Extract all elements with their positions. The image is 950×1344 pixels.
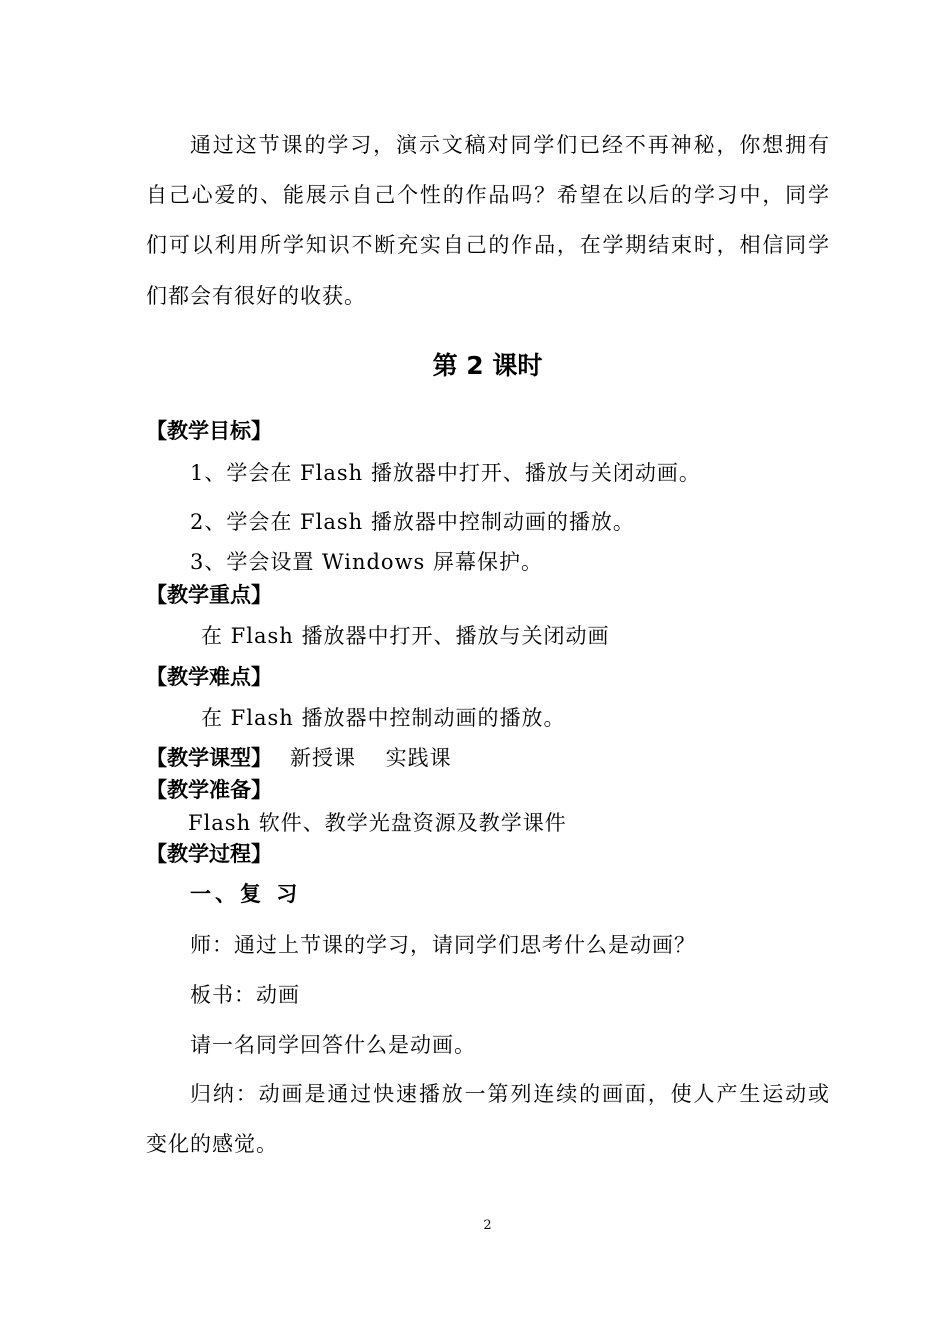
process-heading: 【教学过程】	[146, 842, 272, 866]
lesson-type-heading: 【教学课型】	[146, 746, 272, 770]
lesson-type-text: 新授课 实践课	[290, 746, 452, 770]
intro-line-2: 自己心爱的、能展示自己个性的作品吗？希望在以后的学习中，同学	[146, 183, 830, 207]
intro-line-3: 们可以利用所学知识不断充实自己的作品，在学期结束时，相信同学	[146, 233, 830, 257]
process-paragraph-3: 请一名同学回答什么是动画。	[190, 1033, 476, 1057]
key-point-text: 在 Flash 播放器中打开、播放与关闭动画	[201, 624, 610, 648]
process-paragraph-1: 师：通过上节课的学习，请同学们思考什么是动画？	[190, 933, 696, 957]
difficulty-heading: 【教学难点】	[146, 665, 272, 689]
intro-line-1: 通过这节课的学习，演示文稿对同学们已经不再神秘，你想拥有	[190, 133, 830, 157]
key-point-heading: 【教学重点】	[146, 583, 272, 607]
process-paragraph-4-line-2: 变化的感觉。	[146, 1132, 278, 1156]
objective-item-1: 1、学会在 Flash 播放器中打开、播放与关闭动画。	[190, 461, 701, 485]
process-paragraph-4-line-1: 归纳：动画是通过快速播放一第列连续的画面，使人产生运动或	[190, 1082, 830, 1106]
objective-item-2: 2、学会在 Flash 播放器中控制动画的播放。	[190, 510, 635, 534]
intro-line-4: 们都会有很好的收获。	[146, 284, 366, 308]
objectives-heading: 【教学目标】	[146, 419, 272, 443]
process-paragraph-2: 板书：动画	[190, 983, 300, 1007]
lesson-title: 第 2 课时	[432, 351, 543, 380]
page-number: 2	[483, 1218, 492, 1233]
preparation-heading: 【教学准备】	[146, 778, 272, 802]
preparation-text: Flash 软件、教学光盘资源及教学课件	[188, 811, 567, 835]
section-review-heading: 一、复 习	[190, 882, 302, 906]
difficulty-text: 在 Flash 播放器中控制动画的播放。	[201, 706, 566, 730]
objective-item-3: 3、学会设置 Windows 屏幕保护。	[190, 550, 544, 574]
